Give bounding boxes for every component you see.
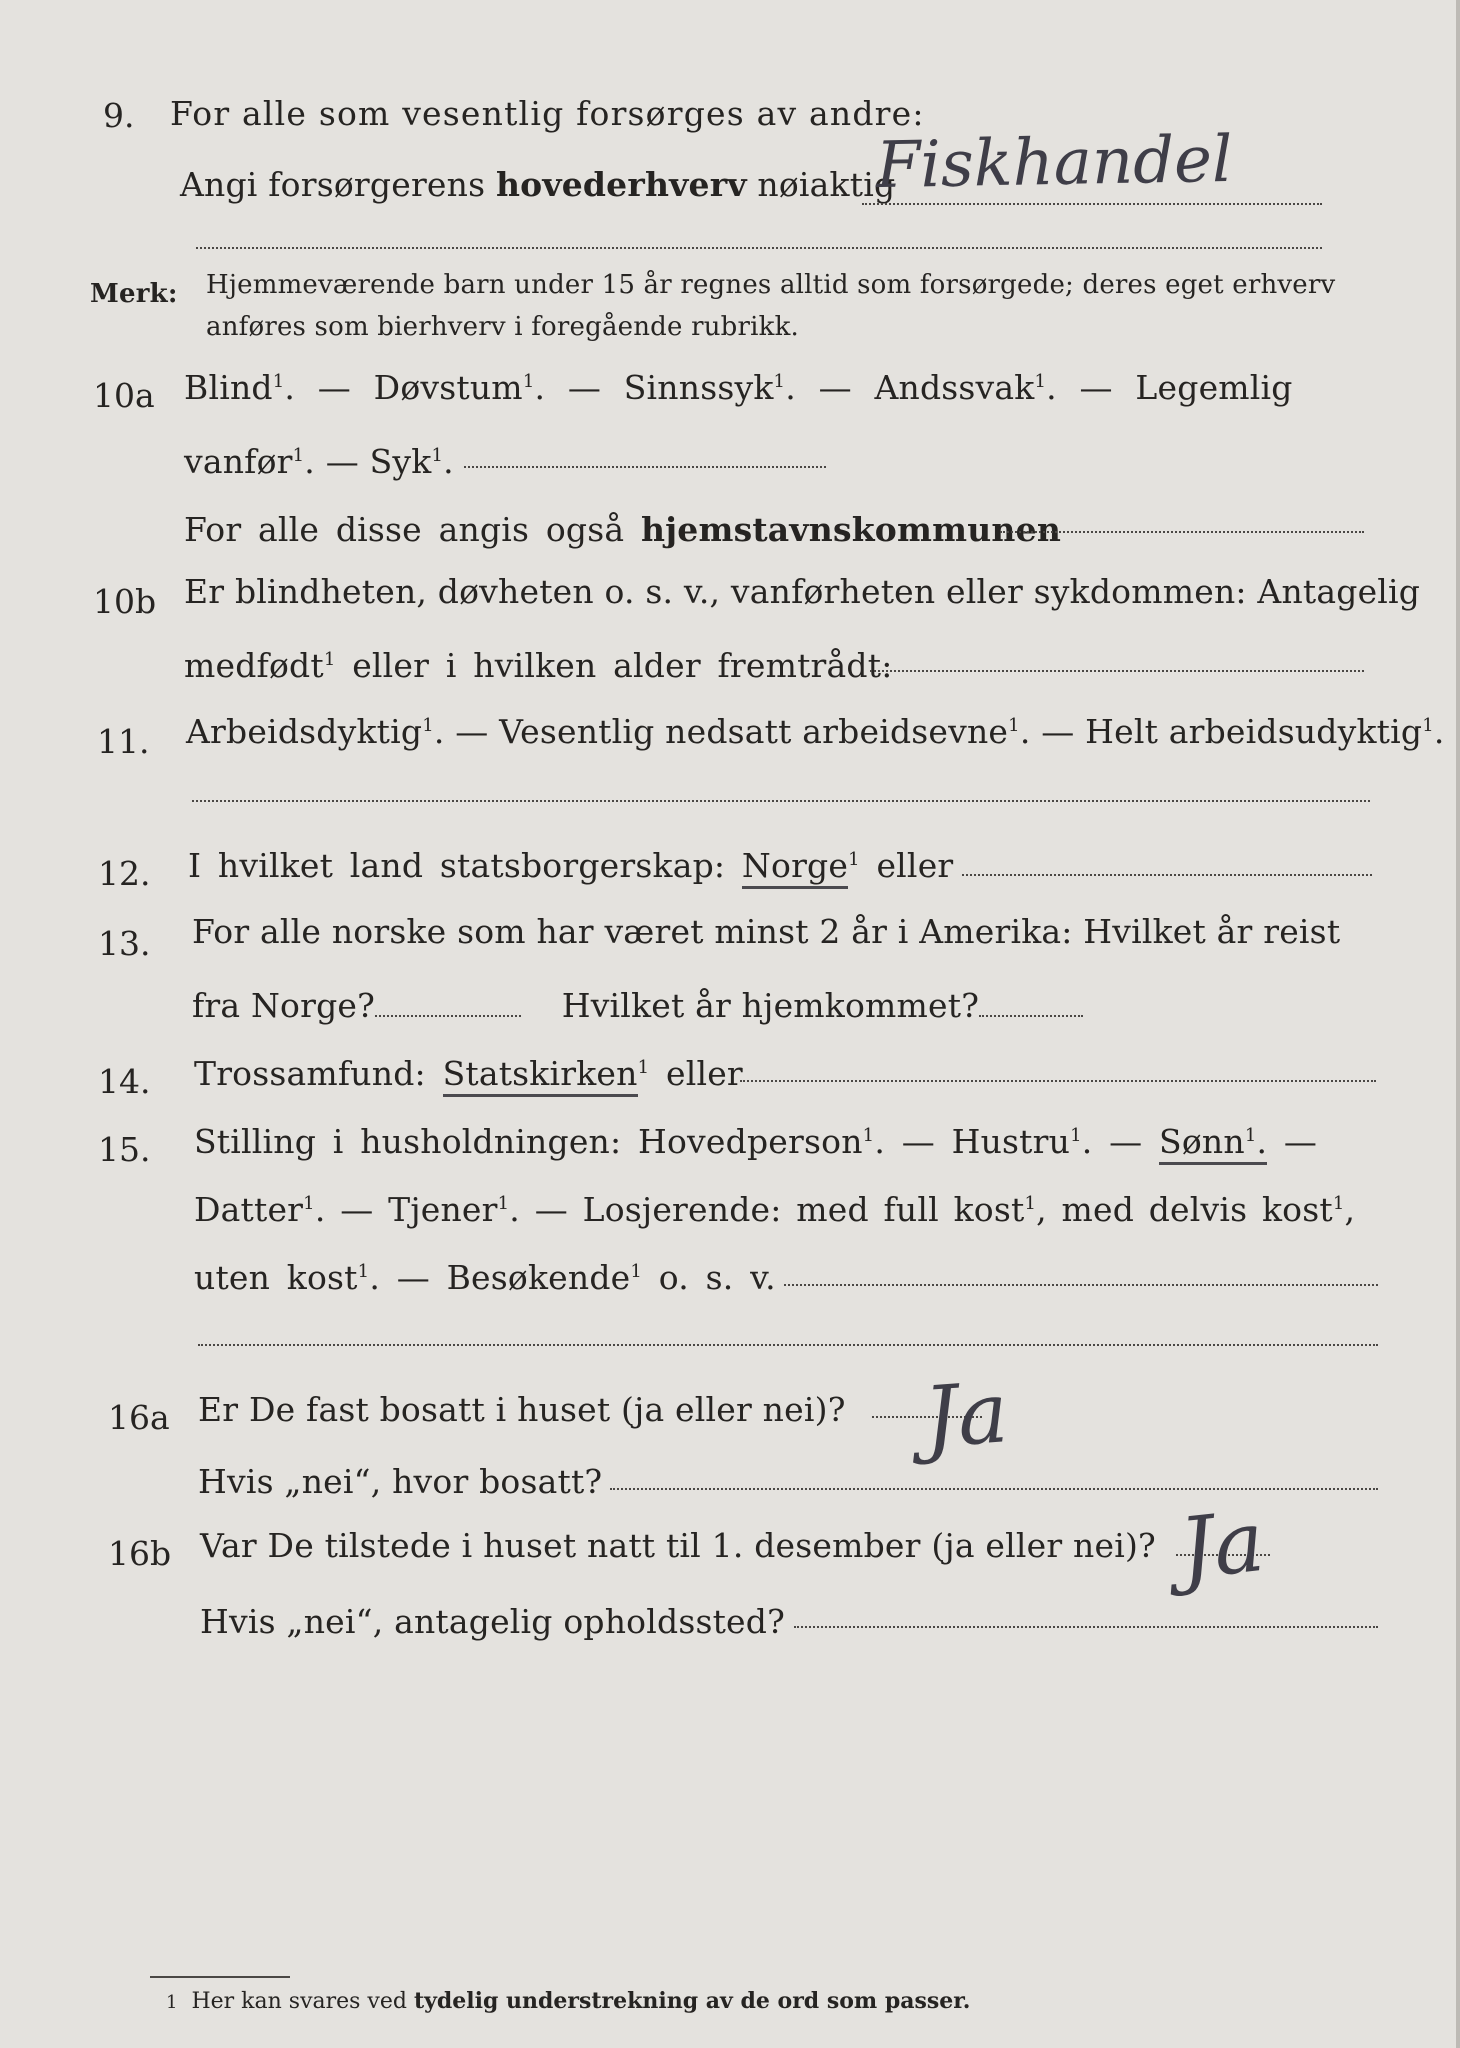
footnote-mark: 1 — [303, 1193, 315, 1214]
q16b-opholdssted-line[interactable] — [794, 1626, 1378, 1628]
q10a-hjemstavn-line[interactable] — [1000, 531, 1364, 533]
q15-osv: o. s. v. — [658, 1258, 776, 1297]
q11-arbeidsdyktig: Arbeidsdyktig — [186, 712, 423, 751]
q13-year-returned-line[interactable] — [979, 1014, 1083, 1017]
q9-number: 9. — [103, 96, 135, 135]
footnote-mark: 1 — [773, 371, 786, 392]
q13-year-left-line[interactable] — [375, 1014, 521, 1017]
q10b-answer-line[interactable] — [870, 670, 1364, 672]
q12-eller: eller — [876, 846, 954, 885]
q10b-line2 — [184, 644, 893, 688]
q9-line2 — [180, 163, 895, 207]
q15-sonn-underlined: Sønn$^1$. — [1159, 1122, 1267, 1165]
q15-besokende: — Besøkende — [396, 1258, 631, 1297]
q14-statskirken-underlined: Statskirken — [443, 1054, 638, 1097]
q9-handwritten-answer: Fiskhandel — [875, 122, 1234, 204]
footnote-mark: 1 — [1034, 371, 1047, 392]
q10a-syk: — Syk — [325, 442, 432, 481]
q14-eller: eller — [665, 1054, 743, 1093]
q14-line — [194, 1052, 743, 1096]
q15-answer-line[interactable] — [784, 1284, 1378, 1286]
q14-number: 14. — [98, 1062, 151, 1101]
footnote-mark: 1 — [630, 1261, 643, 1282]
q9-line2-text-end: nøiaktig — [757, 165, 896, 204]
q15-comma: , — [1344, 1190, 1356, 1229]
q16a-number: 16a — [108, 1398, 170, 1437]
q13-line1: For alle norske som har været minst 2 år i Amerika: Hvilket år reist — [192, 912, 1341, 951]
footnote-mark: 1 — [357, 1261, 370, 1282]
footnote-mark: 1 — [862, 1125, 875, 1146]
footnote-number: 1 — [166, 1992, 178, 2013]
q12-number: 12. — [98, 854, 151, 893]
q9-line1: For alle som vesentlig forsørges av andre: — [170, 94, 925, 133]
q15-datter: Datter — [194, 1190, 304, 1229]
q16b-line2: Hvis „nei“, antagelig opholdssted? — [200, 1602, 785, 1641]
q14-text: Trossamfund: — [194, 1054, 426, 1093]
q15-line3: uten kost$^1$. — Besøkende$^1$ o. s. v. — [194, 1258, 776, 1297]
q12-answer-line[interactable] — [962, 874, 1372, 876]
merk-line2: anføres som bierhverv i foregående rubrikk. — [206, 312, 800, 342]
q10a-andssvak: — Andssvak — [818, 368, 1035, 407]
footnote-mark: 1 — [1070, 1125, 1082, 1146]
q9-extra-line[interactable] — [196, 247, 1322, 249]
footnote-mark: 1 — [431, 445, 444, 466]
footnote-rule — [150, 1976, 290, 1978]
merk-line1: Hjemmeværende barn under 15 år regnes alltid som forsørgede; deres eget erhverv — [206, 270, 1336, 300]
q16b-number: 16b — [108, 1534, 172, 1573]
q10a-dovstum: — Døvstum — [317, 368, 523, 407]
q13-hjemkommet: Hvilket år hjemkommet? — [561, 986, 980, 1025]
q13-line2 — [192, 984, 1083, 1028]
q16b-line1: Var De tilstede i huset natt til 1. desember (ja eller nei)? — [200, 1526, 1156, 1565]
q10a-line2: vanfør$^1$. — Syk$^1$. — [184, 442, 454, 481]
q10a-answer-line[interactable] — [464, 466, 826, 468]
footnote-mark: 1 — [1008, 715, 1020, 736]
q15-dash-end: — — [1283, 1122, 1318, 1161]
q11-line: Arbeidsdyktig$^1$. — Vesentlig nedsatt arbeidsevne$^1$. — Helt arbeidsudyktig$^1$. — [186, 712, 1445, 751]
q10b-number: 10b — [93, 582, 157, 621]
q10b-medfodt: medfødt — [184, 646, 324, 685]
q12-text: I hvilket land statsborgerskap: — [188, 846, 726, 885]
footnote-mark: 1 — [1024, 1193, 1037, 1214]
q16b-handwritten-answer: Ja — [1175, 1491, 1269, 1599]
footnote-mark: 1 — [848, 849, 860, 870]
q14-answer-line[interactable] — [740, 1080, 1376, 1082]
q9-answer-line[interactable] — [862, 203, 1322, 205]
q13-fra-norge: fra Norge? — [192, 986, 376, 1025]
q10a-sinnssyk: — Sinnssyk — [567, 368, 774, 407]
q10b-line1: Er blindheten, døvheten o. s. v., vanførheten eller sykdommen: Antagelig — [184, 572, 1421, 611]
q13-number: 13. — [98, 924, 151, 963]
q15-dash: — — [1109, 1122, 1143, 1161]
q12-line — [188, 844, 953, 888]
q10a-line3 — [184, 508, 1061, 552]
q15-delvis-kost: , med delvis kost — [1036, 1190, 1333, 1229]
q15-line2: Datter$^1$. — Tjener$^1$. — Losjerende: med full kost$^1$, med delvis kost$^1$, — [194, 1190, 1356, 1229]
q15-hustru: — Hustru — [901, 1122, 1071, 1161]
footnote-mark: 1 — [1422, 715, 1434, 736]
q10b-line2-text: eller i hvilken alder fremtrådt: — [352, 646, 893, 685]
footnote-mark: 1 — [1244, 1125, 1257, 1146]
q15-hovedperson: Stilling i husholdningen: Hovedperson — [194, 1122, 863, 1161]
footnote-mark: 1 — [522, 371, 535, 392]
footnote-mark: 1 — [272, 371, 285, 392]
q10a-blind: Blind — [184, 368, 273, 407]
q10a-number: 10a — [93, 376, 155, 415]
q10a-legemlig: — Legemlig — [1079, 368, 1293, 407]
q16a-bosatt-line[interactable] — [610, 1488, 1378, 1490]
footnote-text: Her kan svares ved — [191, 1989, 407, 2014]
footnote-mark: 1 — [323, 649, 336, 670]
q12-norge-underlined: Norge — [742, 846, 848, 889]
footnote-mark: 1 — [497, 1193, 510, 1214]
q16a-line2: Hvis „nei“, hvor bosatt? — [198, 1462, 603, 1501]
footnote-mark: 1 — [292, 445, 305, 466]
q11-answer-line[interactable] — [192, 800, 1370, 802]
q15-line1: Stilling i husholdningen: Hovedperson$^1$. — Hustru$^1$. — Sønn$^1$. — — [194, 1120, 1317, 1164]
q11-number: 11. — [97, 722, 150, 761]
q10a-vanfor: vanfør — [184, 442, 293, 481]
q9-line2-text: Angi forsørgerens — [180, 165, 486, 204]
q10a-line3-bold: hjemstavnskommunen — [640, 510, 1062, 549]
q15-uten-kost: uten kost — [194, 1258, 358, 1297]
q15-sonn: Sønn — [1159, 1122, 1245, 1161]
q15-full-kost: — Losjerende: med full kost — [534, 1190, 1025, 1229]
q10a-line1: Blind$^1$. — Døvstum$^1$. — Sinnssyk$^1$. — Andssvak$^1$. — Legemlig — [184, 368, 1293, 407]
q9-line2-bold: hovederhverv — [495, 165, 747, 204]
q16a-line1: Er De fast bosatt i huset (ja eller nei)? — [198, 1390, 846, 1429]
footnote-mark: 1 — [422, 715, 434, 736]
q11-arbeidsudyktig: — Helt arbeidsudyktig — [1041, 712, 1423, 751]
footnote-mark: 1 — [637, 1057, 650, 1078]
footnote-mark: 1 — [1332, 1193, 1345, 1214]
q11-nedsatt: — Vesentlig nedsatt arbeidsevne — [455, 712, 1009, 751]
footnote — [166, 1986, 970, 2018]
page-edge — [1456, 0, 1460, 2048]
q16a-handwritten-answer: Ja — [920, 1363, 1012, 1467]
q15-extra-line[interactable] — [198, 1344, 1378, 1346]
q15-tjener: — Tjener — [340, 1190, 498, 1229]
q15-number: 15. — [98, 1130, 151, 1169]
q10a-line3-text: For alle disse angis også — [184, 510, 625, 549]
footnote-bold: tydelig understrekning av de ord som passer. — [413, 1988, 971, 2014]
merk-label: Merk: — [90, 279, 178, 309]
